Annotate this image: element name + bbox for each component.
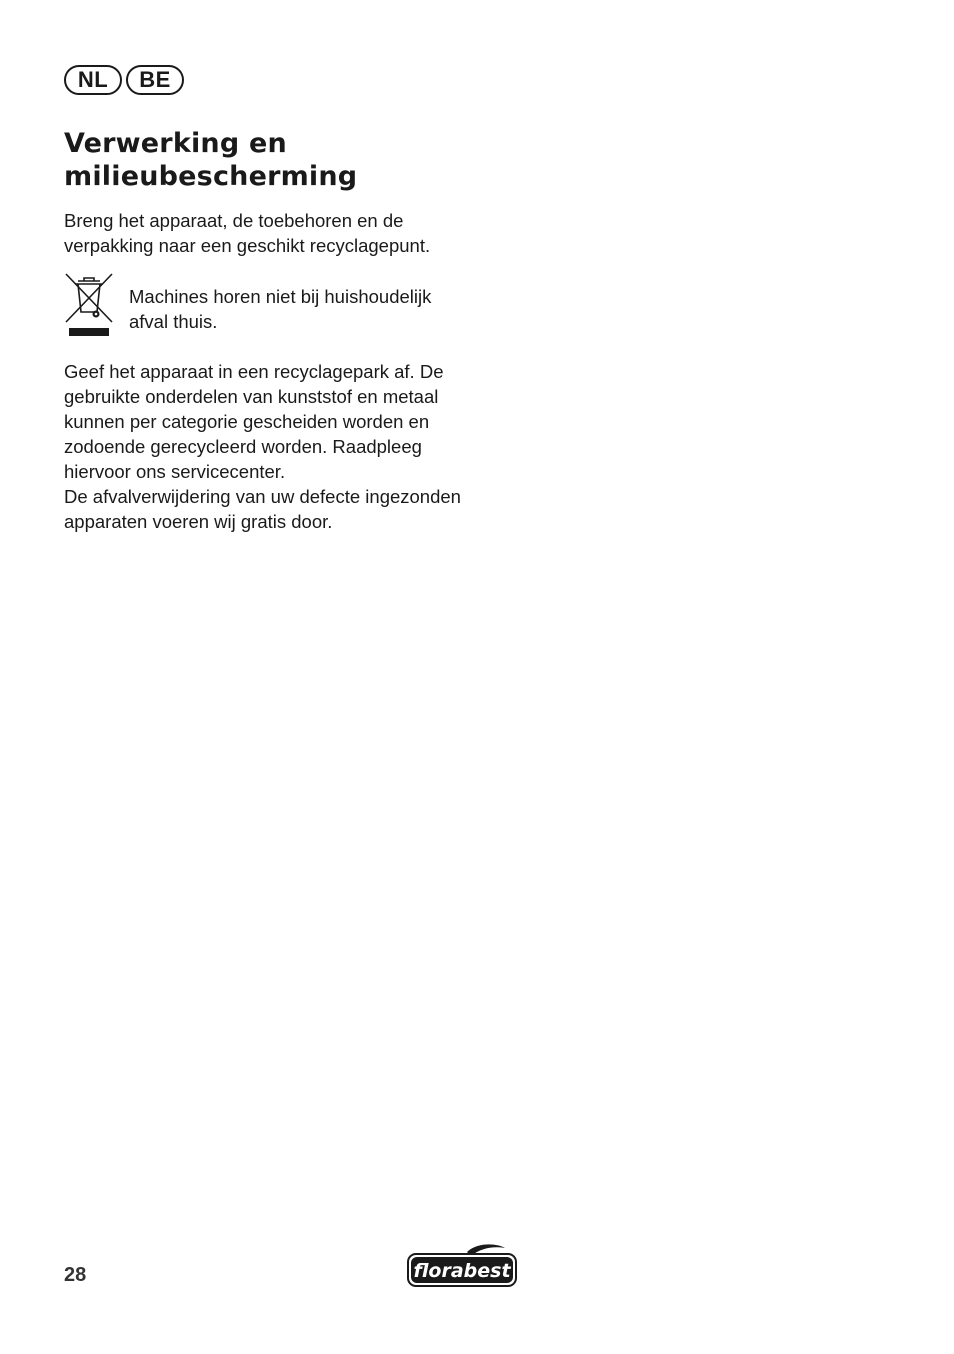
brand-name: florabest bbox=[413, 1260, 511, 1282]
section-title bbox=[64, 127, 484, 193]
weee-notice bbox=[64, 272, 464, 336]
page-number: 28 bbox=[64, 1264, 87, 1286]
disposal-paragraph: De afvalverwijdering van uw defecte ingezonden apparaten voeren wij gratis door. bbox=[64, 486, 461, 532]
language-badge-nl: NL bbox=[64, 65, 122, 95]
florabest-logo bbox=[405, 1244, 519, 1290]
language-badges bbox=[64, 65, 184, 95]
language-badge-be: BE bbox=[126, 65, 184, 95]
section-title-line2: milieubescherming bbox=[64, 161, 358, 192]
recycle-paragraph: Geef het apparaat in een recyclagepark af. De gebruikte onderdelen van kunststof en metaal kunnen per categorie gescheiden worden en zodoende gerecycleerd worden. Raadpleeg hiervoor ons servicecenter. bbox=[64, 361, 444, 482]
weee-notice-text: Machines horen niet bij huishoudelijk afval thuis. bbox=[129, 286, 432, 332]
section-title-line1: Verwerking en bbox=[64, 128, 287, 159]
intro-paragraph: Breng het apparaat, de toebehoren en de verpakking naar een geschikt recyclagepunt. bbox=[64, 210, 431, 256]
crossed-out-wheelie-bin-icon bbox=[64, 272, 114, 336]
